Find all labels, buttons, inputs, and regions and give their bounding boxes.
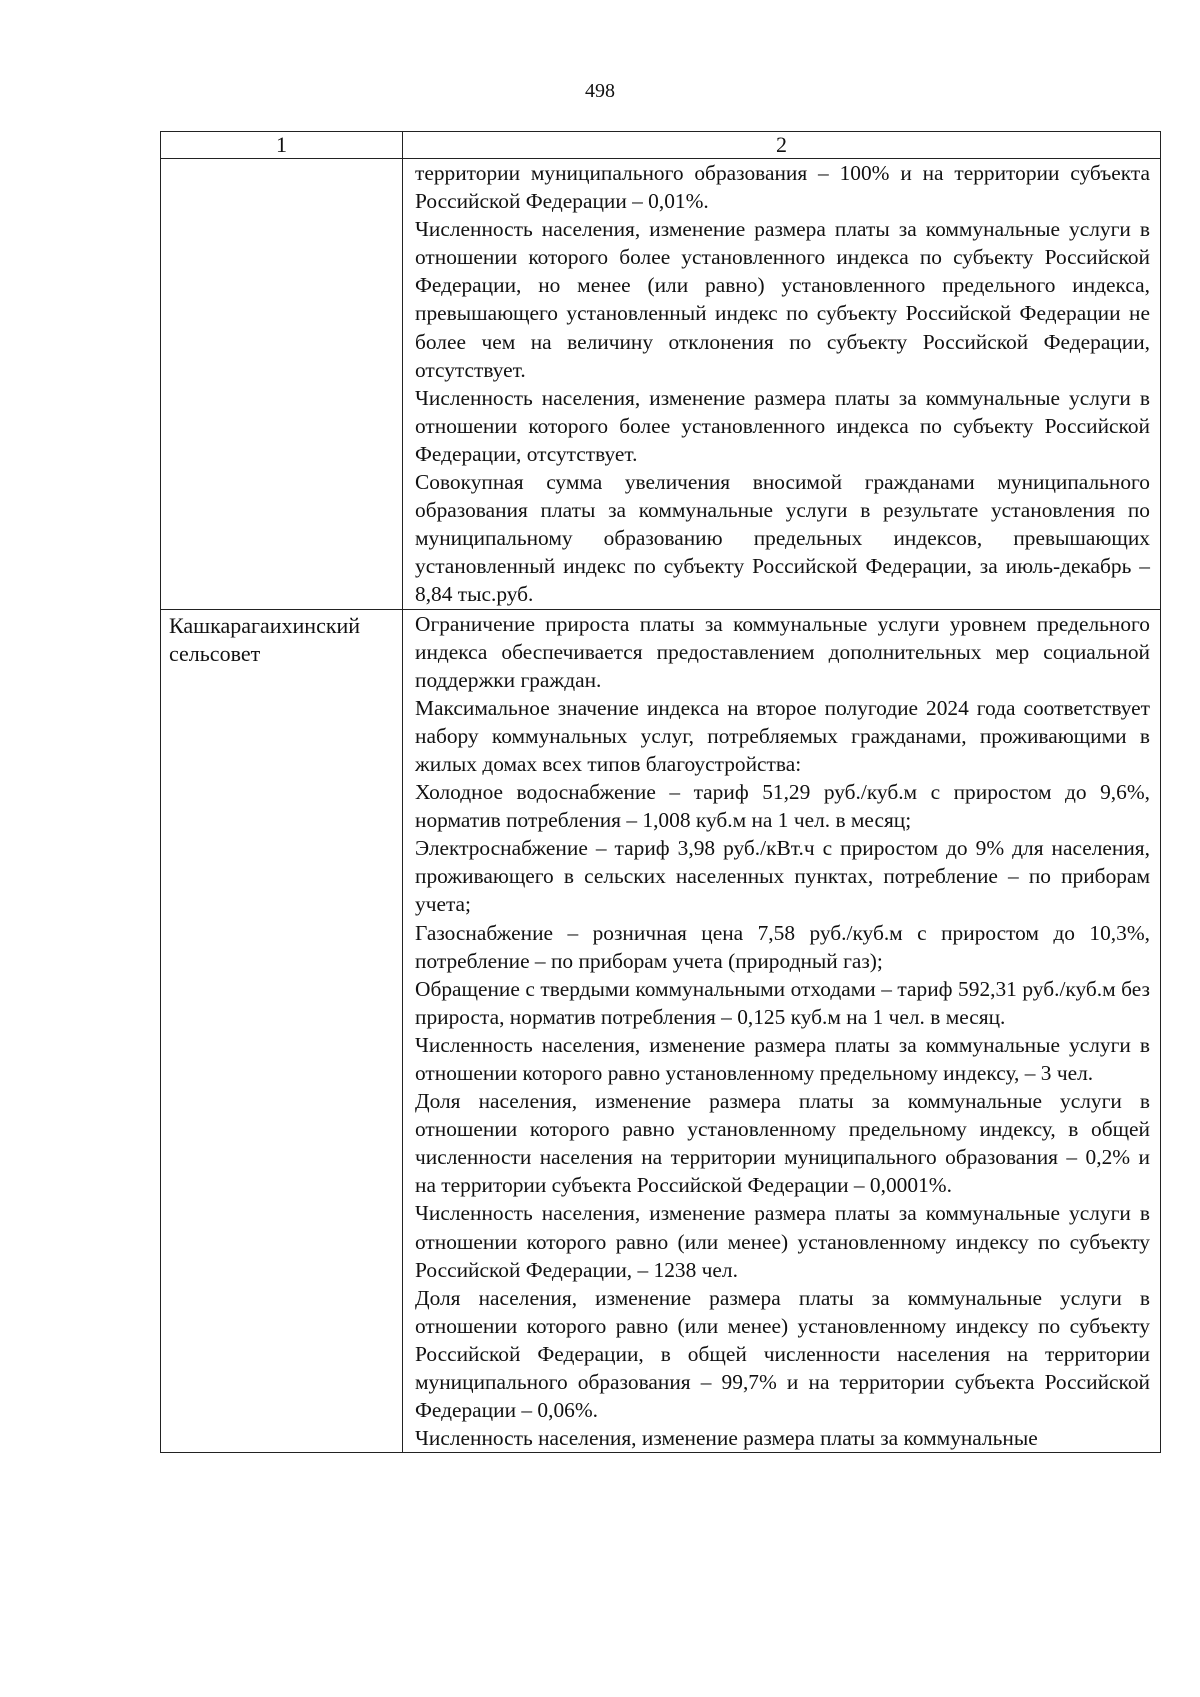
description-cell xyxy=(403,609,1161,1453)
paragraph: Ограничение прироста платы за коммунальные услуги уровнем предельного индекса обеспечивается предоставлением дополнительных мер социальной поддержки граждан. xyxy=(415,611,1150,692)
page-number: 498 xyxy=(585,80,615,102)
table-row xyxy=(161,159,1161,610)
column-header-1: 1 xyxy=(161,132,403,159)
column-header-2: 2 xyxy=(403,132,1161,159)
paragraph: Холодное водоснабжение – тариф 51,29 руб./куб.м с приростом до 9,6%, норматив потребления – 1,008 куб.м на 1 чел. в месяц; xyxy=(415,780,1150,833)
paragraph: Численность населения, изменение размера платы за коммунальные xyxy=(415,1426,1038,1451)
paragraph: Газоснабжение – розничная цена 7,58 руб./куб.м с приростом до 10,3%, потребление – по приборам учета (природный газ); xyxy=(415,920,1150,973)
paragraph: Доля населения, изменение размера платы за коммунальные услуги в отношении которого равно установленному предельному индексу, в общей численности населения на территории муниципального образования – 0,2% и на территории субъекта Российской Федерации – 0,0001%. xyxy=(415,1089,1150,1198)
paragraph: Доля населения, изменение размера платы за коммунальные услуги в отношении которого равно (или менее) установленному индексу по субъекту Российской Федерации, в общей численности населения на территории муниципального образования – 99,7% и на территории субъекта Российской Федерации – 0,06%. xyxy=(415,1285,1150,1423)
paragraph: Численность населения, изменение размера платы за коммунальные услуги в отношении которого равно установленному предельному индексу, – 3 чел. xyxy=(415,1032,1150,1085)
paragraph: Численность населения, изменение размера платы за коммунальные услуги в отношении которого более установленного индекса по субъекту Российской Федерации, но менее (или равно) установленного предельного индекса, превышающего установленный индекс по субъекту Российской Федерации не более чем на величину отклонения по субъекту Российской Федерации, отсутствует. xyxy=(415,217,1150,382)
table-header-row xyxy=(161,132,1161,159)
paragraph: территории муниципального образования – 100% и на территории субъекта Российской Федерации – 0,01%. xyxy=(415,161,1150,214)
description-cell xyxy=(403,159,1161,610)
paragraph: Совокупная сумма увеличения вносимой гражданами муниципального образования платы за коммунальные услуги в результате установления по муниципальному образованию предельных индексов, превышающих установленный индекс по субъекту Российской Федерации, за июль-декабрь – 8,84 тыс.руб. xyxy=(415,470,1150,607)
municipality-name-cell xyxy=(161,159,403,610)
table-row xyxy=(161,609,1161,1453)
paragraph: Численность населения, изменение размера платы за коммунальные услуги в отношении которого более установленного индекса по субъекту Российской Федерации, отсутствует. xyxy=(415,385,1150,466)
paragraph: Обращение с твердыми коммунальными отходами – тариф 592,31 руб./куб.м без прироста, норматив потребления – 0,125 куб.м на 1 чел. в месяц. xyxy=(415,976,1150,1029)
document-table xyxy=(160,131,1161,1453)
paragraph: Численность населения, изменение размера платы за коммунальные услуги в отношении которого равно (или менее) установленному индексу по субъекту Российской Федерации, – 1238 чел. xyxy=(415,1201,1150,1282)
paragraph: Электроснабжение – тариф 3,98 руб./кВт.ч с приростом до 9% для населения, проживающего в сельских населенных пунктах, потребление – по приборам учета; xyxy=(415,836,1150,917)
municipality-name-cell: Кашкарагаихинский сельсовет xyxy=(161,609,403,1453)
paragraph: Максимальное значение индекса на второе полугодие 2024 года соответствует набору коммунальных услуг, потребляемых гражданами, проживающими в жилых домах всех типов благоустройства: xyxy=(415,695,1150,776)
